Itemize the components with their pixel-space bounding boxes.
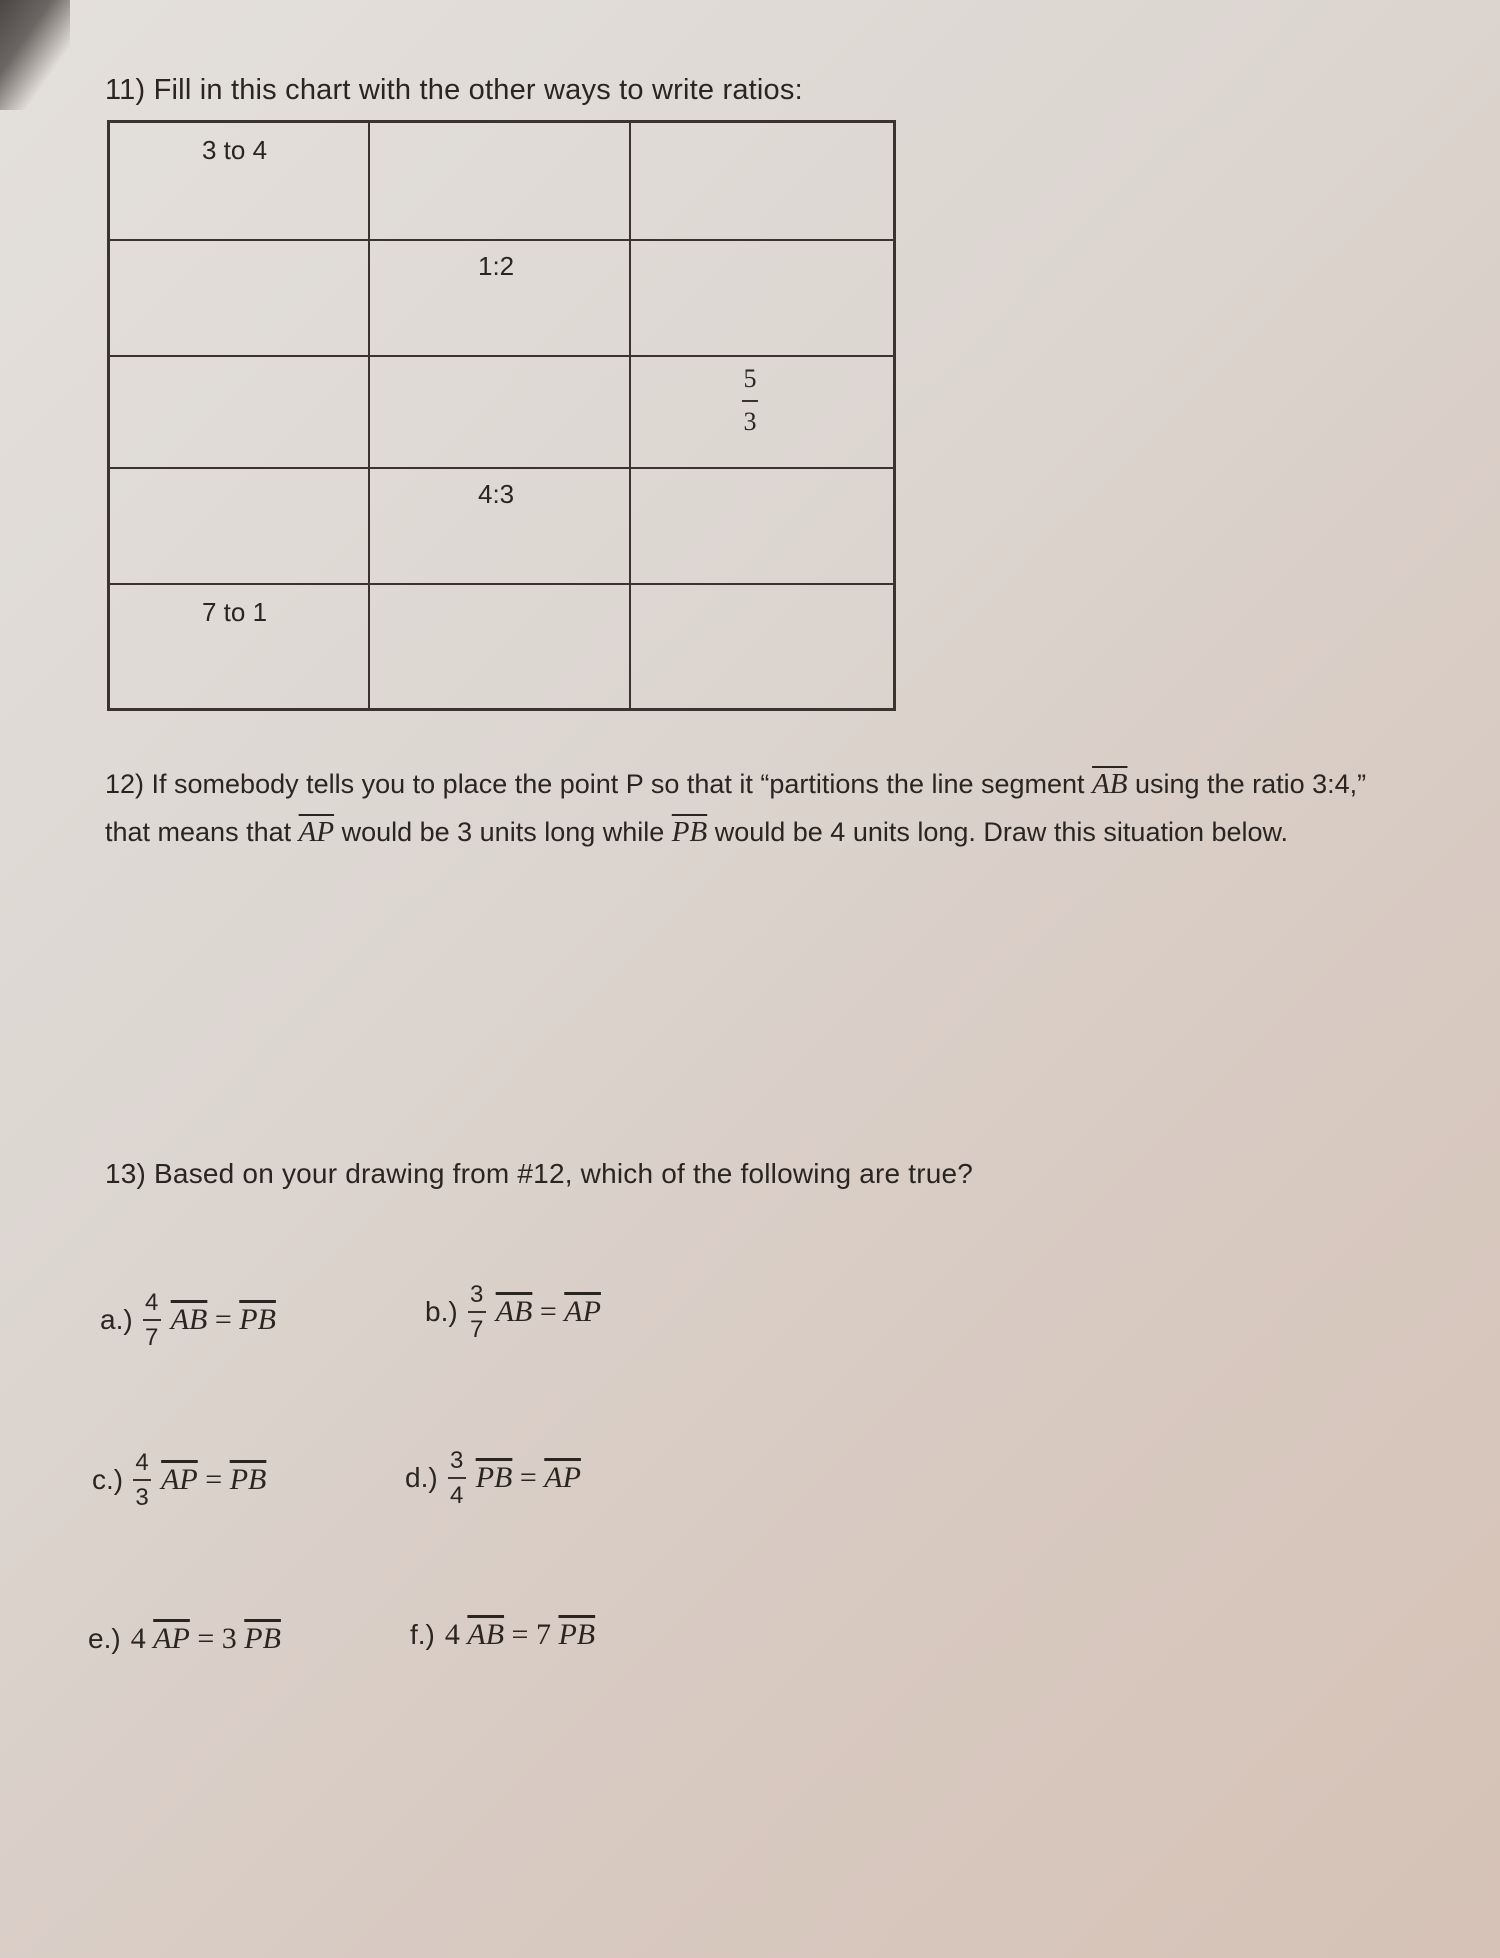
chart-divider — [110, 355, 893, 357]
option-d[interactable]: d.) 3 4 $\overline{PB} = \overline{AP}$ — [405, 1447, 581, 1510]
q13-title: 13) Based on your drawing from #12, which of the following are true? — [105, 1158, 974, 1189]
option-c[interactable]: c.) 4 3 $\overline{AP} = \overline{PB}$ — [92, 1449, 267, 1512]
ratio-chart — [107, 120, 896, 711]
segment-pb: $\overline{PB}$ — [671, 816, 708, 848]
q12-text: 12) If somebody tells you to place the point P so that it “partitions the line segment $\overline{AB}$ using the ratio 3:4,” that means that $\overline{AP}$ would be 3 units long while $\overline{PB}$ would be 4 units long. Draw this situation below. — [105, 768, 1367, 848]
segment-ap: $\overline{AP}$ — [298, 816, 335, 848]
chart-cell-r5c1[interactable]: 7 to 1 — [202, 597, 268, 627]
chart-divider — [629, 123, 631, 708]
option-a[interactable]: a.) 4 7 $\overline{AB} = \overline{PB}$ — [100, 1289, 276, 1352]
chart-cell-r2c2[interactable]: 1:2 — [478, 251, 515, 281]
chart-divider — [110, 239, 893, 241]
option-b[interactable]: b.) 3 7 $\overline{AB} = \overline{AP}$ — [425, 1281, 601, 1344]
chart-cell-r1c1[interactable]: 3 to 4 — [202, 135, 268, 165]
chart-divider — [368, 123, 370, 708]
chart-cell-r4c2[interactable]: 4:3 — [478, 479, 515, 509]
segment-ab: $\overline{AB}$ — [1092, 768, 1128, 800]
chart-divider — [110, 467, 893, 469]
page-corner-shadow — [0, 0, 70, 110]
fraction-5-3: $\frac{5}{3}$ — [743, 364, 757, 436]
chart-divider — [110, 583, 893, 585]
q11-title: 11) Fill in this chart with the other ways to write ratios: — [105, 74, 803, 106]
option-e[interactable]: e.) 4 $\overline{AP} = 3$ $\overline{PB}$ — [88, 1622, 281, 1655]
option-f[interactable]: f.) 4 $\overline{AB} = 7$ $\overline{PB}$ — [410, 1618, 596, 1651]
chart-cell-r3c3[interactable] — [742, 363, 758, 436]
